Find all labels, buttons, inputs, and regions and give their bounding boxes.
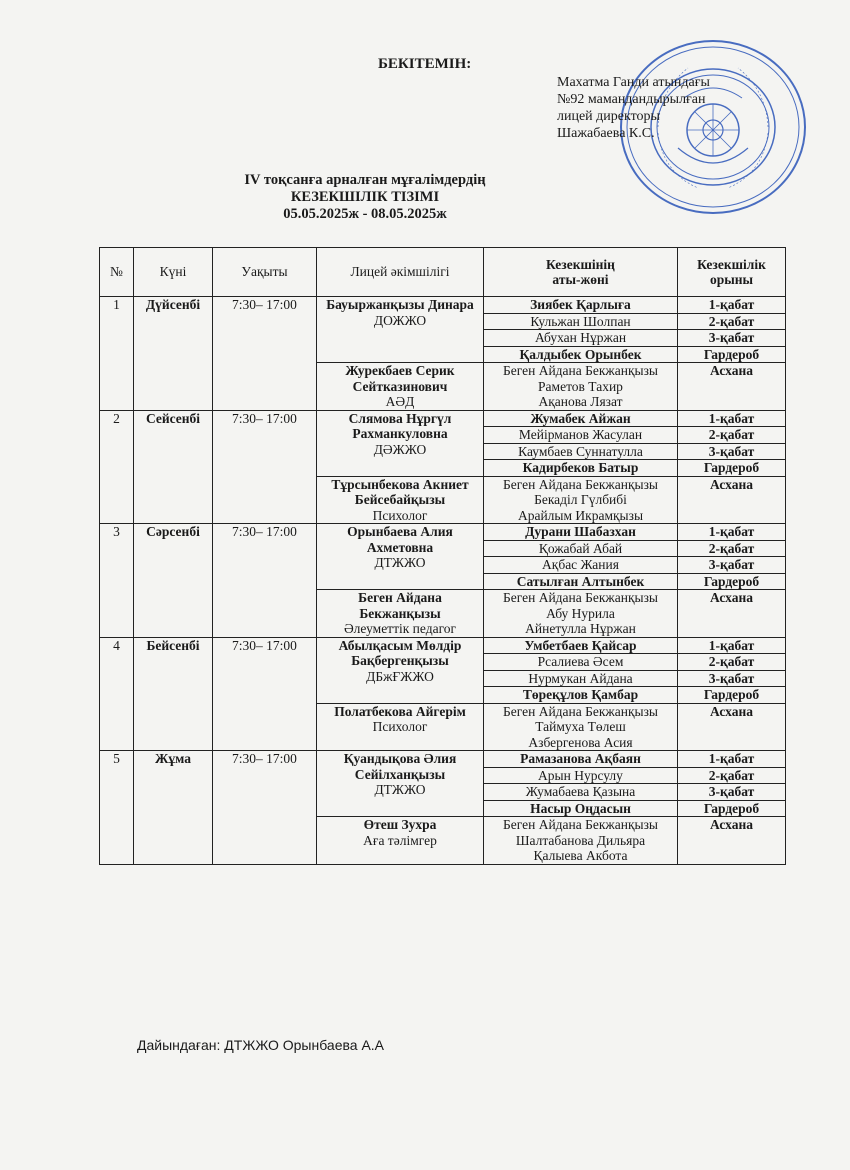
row-num: 5 (100, 751, 134, 865)
admin-role: Аға тәлімгер (363, 832, 437, 848)
duty-name: Зиябек Қарлыға (484, 297, 678, 314)
admin-name: Өтеш Зухра (363, 817, 437, 832)
canteen-duty-name: Беген Айдана Бекжанқызы (503, 363, 658, 378)
row-day: Жұма (134, 751, 213, 865)
canteen-duty-name: Беген Айдана Бекжанқызы (503, 703, 658, 719)
duty-place: 2-қабат (678, 313, 786, 330)
admin-name: Қуандықова Әлия Сейілханқызы (343, 751, 457, 782)
table-header-row (100, 248, 786, 297)
duty-place: Асхана (678, 703, 786, 751)
admin-name: Абылқасым Мөлдір Бақбергенқызы (338, 637, 462, 668)
duty-name: Қалдыбек Орынбек (484, 346, 678, 363)
duty-name: Дурани Шабазхан (484, 524, 678, 541)
header-num: № (100, 248, 134, 297)
admin-cell (317, 297, 484, 363)
row-time: 7:30– 17:00 (213, 637, 317, 751)
canteen-duty-name: Бекаділ Гүлбибі (534, 492, 627, 507)
canteen-duty-name: Таймуха Төлеш (535, 719, 626, 734)
row-num: 4 (100, 637, 134, 751)
duty-place: 3-қабат (678, 443, 786, 460)
duty-name: Нурмукан Айдана (484, 670, 678, 687)
admin-name: Бауыржанқызы Динара (326, 297, 474, 312)
admin-role: ДТЖЖО (374, 555, 426, 570)
approver-line: лицей директоры (557, 109, 660, 124)
canteen-duty-name: Беген Айдана Бекжанқызы (503, 476, 658, 492)
duty-name: Сатылған Алтынбек (484, 573, 678, 590)
duty-schedule-table (99, 247, 786, 865)
row-num: 3 (100, 524, 134, 638)
duty-place: Асхана (678, 590, 786, 638)
duty-name: Кадирбеков Батыр (484, 460, 678, 477)
admin-cell (317, 637, 484, 703)
duty-place: Гардероб (678, 460, 786, 477)
admin-role: Психолог (372, 719, 428, 734)
approver-line: №92 мамандандырылған (557, 92, 706, 107)
duty-place: 3-қабат (678, 330, 786, 347)
canteen-duty-name: Азбергенова Асия (528, 734, 633, 750)
admin-name: Тұрсынбекова Акниет Бейсебайқызы (331, 476, 469, 507)
row-day: Сейсенбі (134, 410, 213, 524)
duty-name: Каумбаев Суннатулла (484, 443, 678, 460)
duty-place: 3-қабат (678, 557, 786, 574)
duty-place: 1-қабат (678, 751, 786, 768)
table-row (100, 524, 786, 541)
row-day: Дүйсенбі (134, 297, 213, 411)
admin-role: ДОЖЖО (373, 312, 427, 328)
admin-cell (317, 476, 484, 524)
duty-name: Ақбас Жания (484, 557, 678, 574)
duty-name: Арын Нурсулу (484, 767, 678, 784)
row-time: 7:30– 17:00 (213, 410, 317, 524)
header-day: Күні (134, 248, 213, 297)
canteen-duty-name: Айнетулла Нұржан (525, 621, 636, 636)
admin-cell (317, 363, 484, 411)
row-day: Сәрсенбі (134, 524, 213, 638)
duty-place: 3-қабат (678, 784, 786, 801)
canteen-duty-name: Шалтабанова Дильяра (515, 832, 646, 848)
canteen-duty-cell (484, 703, 678, 751)
prepared-by: Дайындаған: ДТЖЖО Орынбаева А.А (137, 1037, 385, 1053)
canteen-duty-name: Ақанова Лязат (538, 394, 623, 409)
duty-place: 2-қабат (678, 427, 786, 444)
admin-name: Орынбаева Алия Ахметовна (347, 524, 453, 555)
duty-place: 1-қабат (678, 524, 786, 541)
table-row (100, 297, 786, 314)
header-admin: Лицей әкімшілігі (317, 248, 484, 297)
table-row (100, 637, 786, 654)
duty-name: Жумабаева Қазына (484, 784, 678, 801)
admin-cell (317, 817, 484, 865)
approve-title: БЕКІТЕМІН: (378, 56, 472, 72)
duty-name: Кульжан Шолпан (484, 313, 678, 330)
duty-name: Мейірманов Жасулан (484, 427, 678, 444)
admin-cell (317, 590, 484, 638)
duty-name: Рамазанова Ақбаян (484, 751, 678, 768)
duty-place: 3-қабат (678, 670, 786, 687)
admin-name: Слямова Нұргүл Рахманкуловна (348, 410, 452, 441)
duty-name: Жумабек Айжан (484, 410, 678, 427)
duty-place: 2-қабат (678, 540, 786, 557)
header-duty: Кезекшінің аты-жөні (484, 248, 678, 297)
admin-role: АӘД (385, 394, 415, 409)
duty-place: 1-қабат (678, 410, 786, 427)
admin-role: Психолог (372, 507, 428, 523)
duty-name: Насыр Оңдасын (484, 800, 678, 817)
admin-cell (317, 751, 484, 817)
table-row (100, 410, 786, 427)
canteen-duty-cell (484, 476, 678, 524)
document-title (0, 172, 850, 223)
duty-name: Умбетбаев Қайсар (484, 637, 678, 654)
canteen-duty-name: Қалыева Акбота (533, 848, 628, 863)
duty-place: Гардероб (678, 346, 786, 363)
duty-place: 2-қабат (678, 767, 786, 784)
row-num: 1 (100, 297, 134, 411)
admin-cell (317, 524, 484, 590)
duty-place: Гардероб (678, 687, 786, 704)
duty-place: Асхана (678, 363, 786, 411)
duty-name: Төреқұлов Қамбар (484, 687, 678, 704)
admin-name: Беген Айдана Бекжанқызы (358, 590, 442, 621)
title-line-2: КЕЗЕКШІЛІК ТІЗІМІ (290, 189, 440, 205)
duty-place: 2-қабат (678, 654, 786, 671)
admin-name: Журекбаев Серик Сейтказинович (345, 363, 455, 394)
duty-place: Гардероб (678, 573, 786, 590)
admin-role: ДӘЖЖО (373, 441, 427, 457)
duty-place: 1-қабат (678, 637, 786, 654)
row-time: 7:30– 17:00 (213, 524, 317, 638)
canteen-duty-cell (484, 590, 678, 638)
row-time: 7:30– 17:00 (213, 297, 317, 411)
table-row (100, 751, 786, 768)
admin-name: Полатбекова Айгерім (334, 703, 466, 719)
canteen-duty-cell (484, 817, 678, 865)
duty-place: Асхана (678, 476, 786, 524)
admin-role: Әлеуметтік педагог (343, 621, 457, 636)
canteen-duty-name: Абу Нурила (546, 605, 615, 621)
duty-place: Гардероб (678, 800, 786, 817)
title-line-3: 05.05.2025ж - 08.05.2025ж (283, 206, 447, 222)
canteen-duty-cell (484, 363, 678, 411)
approver-line: Шажабаева К.С. (557, 126, 655, 141)
duty-place: 1-қабат (678, 297, 786, 314)
canteen-duty-name: Беген Айдана Бекжанқызы (503, 817, 658, 832)
duty-place: Асхана (678, 817, 786, 865)
admin-cell (317, 410, 484, 476)
row-day: Бейсенбі (134, 637, 213, 751)
title-line-1: IV тоқсанға арналған мұғалімдердің (244, 172, 486, 188)
duty-name: Абухан Нұржан (484, 330, 678, 347)
row-num: 2 (100, 410, 134, 524)
admin-role: ДТЖЖО (374, 782, 426, 797)
admin-role: ДБжҒЖЖО (366, 668, 434, 684)
duty-name: Рсалиева Әсем (484, 654, 678, 671)
row-time: 7:30– 17:00 (213, 751, 317, 865)
approver-line: Махатма Ганди атындағы (557, 75, 710, 90)
canteen-duty-name: Раметов Тахир (538, 378, 623, 394)
canteen-duty-name: Арайлым Икрамқызы (517, 507, 644, 523)
admin-cell (317, 703, 484, 751)
approver-block (557, 74, 710, 142)
canteen-duty-name: Беген Айдана Бекжанқызы (503, 590, 658, 605)
header-time: Уақыты (213, 248, 317, 297)
header-place: Кезекшілік орыны (678, 248, 786, 297)
duty-name: Қожабай Абай (484, 540, 678, 557)
